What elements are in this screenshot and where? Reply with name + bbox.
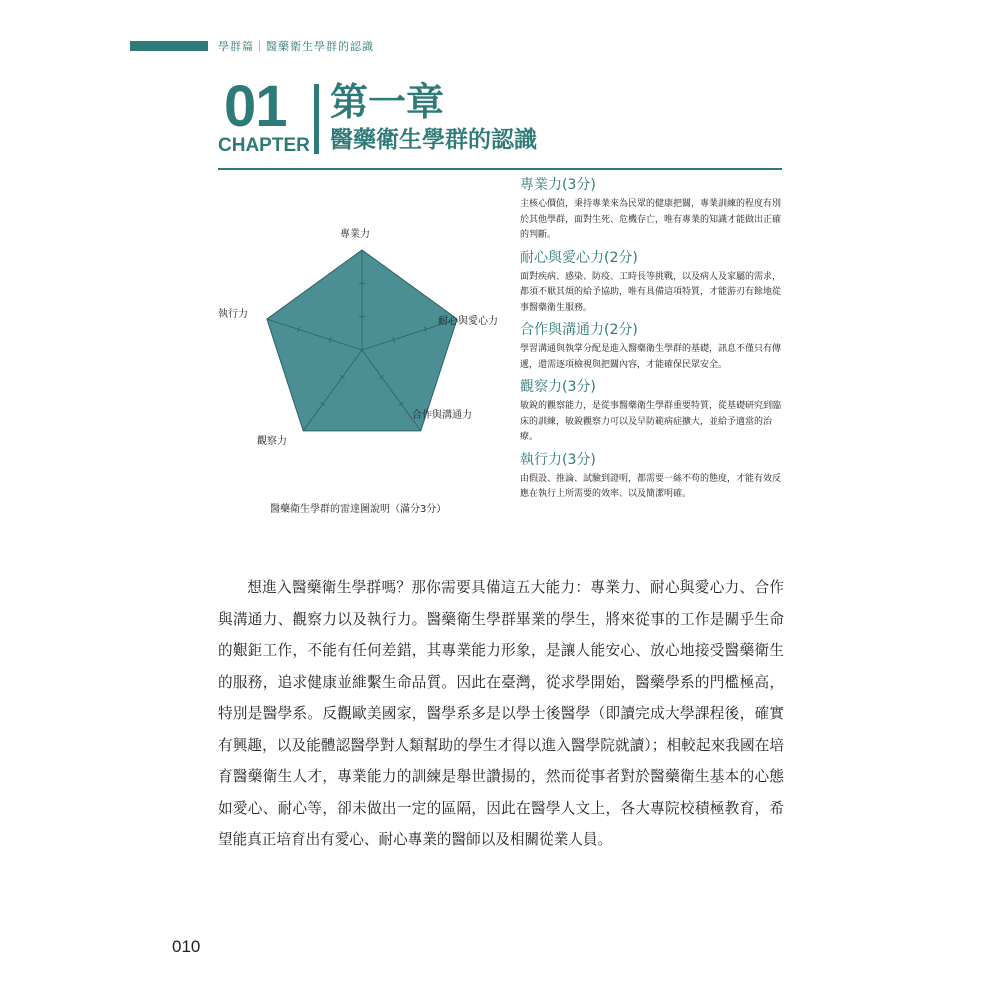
ability-item xyxy=(520,377,785,446)
ability-description: 面對疾病、感染、防疫、工時長等挑戰，以及病人及家屬的需求，都須不厭其煩的給予協助，唯有具備這項特質，才能游刃有餘地從事醫藥衛生服務。 xyxy=(520,271,782,313)
ability-list xyxy=(520,175,785,507)
ability-item xyxy=(520,248,785,317)
radar-chart xyxy=(200,200,510,500)
ability-item xyxy=(520,175,785,244)
ability-title: 合作與溝通力(2分) xyxy=(520,322,638,338)
ability-title: 觀察力(3分) xyxy=(520,379,596,395)
ability-description: 學習溝通與執掌分配是進入醫藥衛生學群的基礎，訊息不僅只有傳遞，還需逐項檢視與把關內容，才能確保民眾安全。 xyxy=(520,344,782,370)
ability-item xyxy=(520,320,785,373)
radar-axis-label: 觀察力 xyxy=(257,436,287,447)
section-rule xyxy=(218,168,782,170)
radar-axis-label: 合作與溝通力 xyxy=(412,410,472,421)
ability-title: 執行力(3分) xyxy=(520,451,596,468)
header-accent-bar xyxy=(130,41,208,51)
radar-axis-label: 專業力 xyxy=(340,229,370,240)
chapter-title: 第一章 xyxy=(330,80,445,124)
ability-title: 專業力(3分) xyxy=(520,177,596,193)
ability-description: 敏銳的觀察能力，是從事醫藥衛生學群重要特質，從基礎研究到臨床的訓練，敏銳觀察力可以及早防範病症擴大，並給予適當的治療。 xyxy=(520,401,782,442)
radar-axis-label: 耐心與愛心力 xyxy=(438,316,498,327)
breadcrumb: 學群篇｜醫藥衛生學群的認識 xyxy=(218,40,374,53)
ability-item xyxy=(520,450,785,503)
ability-description: 由假設、推論、試驗到證明，都需要一絲不苟的態度，才能有效反應在執行上所需要的效率、以及簡潔明確。 xyxy=(520,473,782,499)
ability-description: 主核心價值，秉持專業來為民眾的健康把關，專業訓練的程度有別於其他學群，面對生死、危機存亡，唯有專業的知識才能做出正確的判斷。 xyxy=(520,199,782,240)
chapter-divider xyxy=(314,84,319,154)
radar-caption: 醫藥衛生學群的雷達圖說明（滿分3分） xyxy=(270,504,447,515)
chapter-subtitle: 醫藥衛生學群的認識 xyxy=(330,127,537,153)
page-number: 010 xyxy=(172,937,201,956)
chapter-number: 01 xyxy=(224,74,287,139)
chapter-word: CHAPTER xyxy=(218,135,310,156)
body-paragraph: 想進入醫藥衛生學群嗎？那你需要具備這五大能力：專業力、耐心與愛心力、合作與溝通力、觀察力以及執行力。醫藥衛生學群畢業的學生，將來從事的工作是關乎生命的艱鉅工作，不能有任何差錯，其專業能力形象，是讓人能安心、放心地接受醫藥衛生的服務，追求健康並維繫生命品質。因此在臺灣，從求學開始，醫藥學系的門檻極高，特別是醫學系。反觀歐美國家，醫學系多是以學士後醫學（即讀完成大學課程後，確實有興趣，以及能體認醫學對人類幫助的學生才得以進入醫學院就讀）；相較起來我國在培育醫藥衛生人才，專業能力的訓練是舉世讚揚的，然而從事者對於醫藥衛生基本的心態如愛心、耐心等，卻未做出一定的區隔，因此在醫學人文上，各大專院校積極教育，希望能真正培育出有愛心、耐心專業的醫師以及相關從業人員。 xyxy=(218,579,784,848)
ability-title: 耐心與愛心力(2分) xyxy=(520,249,638,266)
radar-axis-label: 執行力 xyxy=(218,309,248,320)
